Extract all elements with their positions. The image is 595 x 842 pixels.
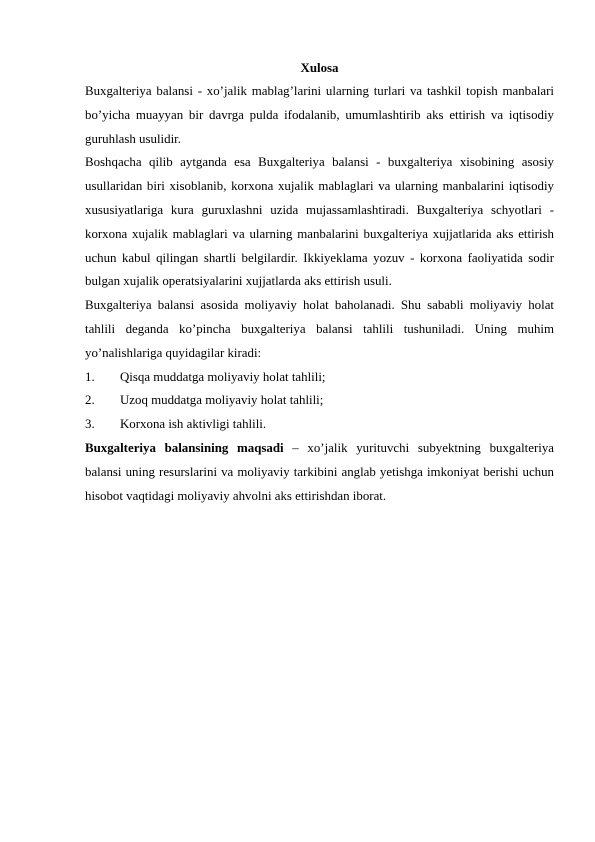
paragraph-balance-definition: Buxgalteriya balansi - xo’jalik mablag’larini ularning turlari va tashkil topish manbalari bo’yicha muayyan bir davrga pulda ifodalanib, umumlashtirib aks ettirish va iqtisodiy guruhlash usulidir. [85,84,554,146]
paragraph-balance-purpose [85,437,554,508]
paragraph-balance-methods: Boshqacha qilib aytganda esa Buxgalteriya balansi - buxgalteriya xisobining asosiy usullaridan biri xisoblanib, korxona xujalik mablaglari va ularning manbalarini iqtisodiy xususiyatlariga kura guruxlashni uzida mujassamlashtiradi. Buxgalteriya schyotlari - korxona xujalik mablaglari va ularning manbalarini buxgalteriya xujjatlarida aks ettirish uchun kabul qilingan shartli belgilardir. Ikkiyeklama yozuv - korxona faoliyatida sodir bulgan xujalik operatsiyalarini xujjatlarda aks ettirish usuli. [85,155,554,289]
list-item [85,413,554,437]
balance-purpose-term: Buxgalteriya balansining maqsadi [85,440,284,455]
list-item-number: 2. [85,393,95,408]
paragraph-analysis-intro: Buxgalteriya balansi asosida moliyaviy holat baholanadi. Shu sababli moliyaviy holat tahlili deganda ko’pincha buxgalteriya balansi tahlili tushuniladi. Uning muhim yo’nalishlariga quyidagilar kiradi: [85,298,554,360]
list-item-number: 1. [85,369,95,384]
list-item-text: Qisqa muddatga moliyaviy holat tahlili; [120,369,326,384]
analysis-list [85,366,554,437]
list-item [85,366,554,390]
balance-purpose-definition: – xo’jalik yurituvchi subyektning buxgalteriya balansi uning resurslarini va moliyaviy tarkibini anglab yetishga imkoniyat berishi uchun hisobot vaqtidagi moliyaviy ahvolni aks ettirishdan iborat. [85,440,554,503]
list-item-text: Korxona ish aktivligi tahlili. [120,417,267,432]
document-title: Xulosa [300,61,339,75]
document-body [85,57,554,508]
list-item-text: Uzoq muddatga moliyaviy holat tahlili; [120,393,324,408]
list-item [85,389,554,413]
list-item-number: 3. [85,417,95,432]
